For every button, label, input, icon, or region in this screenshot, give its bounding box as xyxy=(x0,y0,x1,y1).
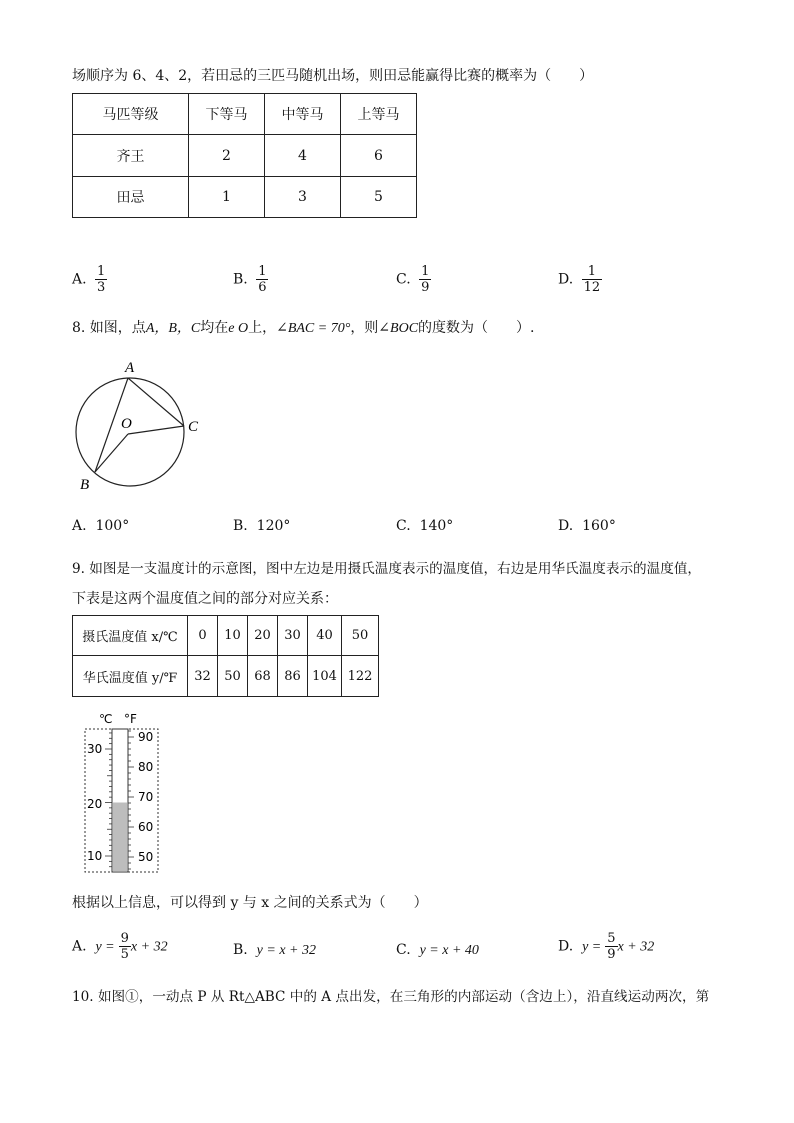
table-cell: 32 xyxy=(188,656,218,697)
q8-option-b[interactable] xyxy=(233,516,290,536)
circle-figure xyxy=(66,355,216,495)
q9-question-line2: 下表是这两个温度值之间的部分对应关系： xyxy=(72,591,338,607)
row-label-fahrenheit: 华氏温度值 y/℉ xyxy=(73,656,188,697)
option-letter: C. xyxy=(396,518,411,534)
celsius-unit: ℃ xyxy=(99,712,113,726)
option-letter: B. xyxy=(233,271,248,288)
fahrenheit-tick-label: 80 xyxy=(138,760,154,774)
q8-option-c[interactable] xyxy=(396,516,453,536)
q8-angle: ∠BAC = 70° xyxy=(276,321,351,336)
q8-text: 8. 如图，点 xyxy=(72,320,146,336)
option-text: 120° xyxy=(256,518,291,534)
fraction xyxy=(95,264,107,295)
fahrenheit-tick-label: 70 xyxy=(138,790,154,804)
numerator: 1 xyxy=(421,264,430,279)
q8-option-d[interactable] xyxy=(558,516,616,536)
q10-question-text: 10. 如图①，一动点 P 从 Rt△ABC 中的 A 点出发，在三角形的内部运动（含边上），沿直线运动两次，第 xyxy=(72,989,710,1005)
option-expression: x + 32 xyxy=(130,939,168,955)
label-c: C xyxy=(188,419,199,435)
celsius-tick-label: 30 xyxy=(87,742,103,756)
radius-oc xyxy=(128,426,184,434)
option-letter: A. xyxy=(72,518,87,534)
q7-question-text: 场顺序为 6、4、2，若田忌的三匹马随机出场，则田忌能赢得比赛的概率为（ ） xyxy=(72,68,594,84)
q8-circle-name: e O xyxy=(228,321,249,336)
fraction xyxy=(256,264,268,295)
option-letter: D. xyxy=(558,518,574,534)
fraction xyxy=(605,931,617,962)
fraction xyxy=(119,931,131,962)
radius-ob xyxy=(95,434,128,472)
table-cell: 122 xyxy=(342,656,379,697)
fahrenheit-tick-label: 60 xyxy=(138,820,154,834)
table-cell: 86 xyxy=(278,656,308,697)
table-cell: 1 xyxy=(189,177,265,218)
horse-table-header: 上等马 xyxy=(341,94,417,135)
table-cell: 30 xyxy=(278,616,308,656)
option-letter: C. xyxy=(396,271,411,288)
option-text: 100° xyxy=(95,518,130,534)
fahrenheit-tick-label: 50 xyxy=(138,850,154,864)
q9-option-b[interactable] xyxy=(233,940,316,961)
option-text: 140° xyxy=(419,518,454,534)
circle-o xyxy=(76,378,184,486)
fraction xyxy=(419,264,431,295)
option-letter: D. xyxy=(558,271,574,288)
table-cell: 40 xyxy=(308,616,342,656)
q8-text: 均在 xyxy=(200,320,229,336)
fahrenheit-unit: °F xyxy=(124,712,137,726)
option-letter: B. xyxy=(233,518,248,534)
label-o: O xyxy=(121,416,132,432)
numerator: 1 xyxy=(582,264,603,280)
q9-ask-text: 根据以上信息，可以得到 y 与 x 之间的关系式为（ ） xyxy=(72,895,428,911)
table-cell: 50 xyxy=(342,616,379,656)
horse-table-header: 中等马 xyxy=(265,94,341,135)
denominator: 9 xyxy=(421,280,430,295)
q8-question-text xyxy=(72,318,535,339)
option-expression: x + 32 xyxy=(617,939,655,955)
denominator: 9 xyxy=(607,947,616,962)
option-expression: y = xyxy=(95,939,115,955)
row-label-celsius: 摄氏温度值 x/℃ xyxy=(73,616,188,656)
label-b: B xyxy=(80,477,90,493)
table-cell: 0 xyxy=(188,616,218,656)
table-cell: 6 xyxy=(341,135,417,177)
fraction xyxy=(582,264,603,295)
table-cell: 5 xyxy=(341,177,417,218)
horse-table-header: 下等马 xyxy=(189,94,265,135)
horse-table-header: 马匹等级 xyxy=(73,94,189,135)
option-letter: A. xyxy=(72,938,87,955)
numerator: 1 xyxy=(258,264,267,279)
mercury-column xyxy=(113,803,127,872)
q7-option-a[interactable] xyxy=(72,264,107,295)
fahrenheit-scale xyxy=(128,731,134,869)
q9-option-a[interactable] xyxy=(72,931,168,962)
option-letter: B. xyxy=(233,942,248,958)
celsius-tick-label: 20 xyxy=(87,797,103,811)
q7-option-b[interactable] xyxy=(233,264,268,295)
table-cell: 齐王 xyxy=(73,135,189,177)
table-cell: 田忌 xyxy=(73,177,189,218)
table-cell: 20 xyxy=(248,616,278,656)
option-letter: C. xyxy=(396,942,411,958)
q8-text: 的度数为（ ）. xyxy=(418,320,535,336)
q9-option-d[interactable] xyxy=(558,931,654,962)
table-cell: 104 xyxy=(308,656,342,697)
option-letter: D. xyxy=(558,938,574,955)
table-cell: 68 xyxy=(248,656,278,697)
q9-option-c[interactable] xyxy=(396,940,479,961)
denominator: 6 xyxy=(258,280,267,295)
table-cell: 50 xyxy=(218,656,248,697)
q8-target-angle: BOC xyxy=(390,321,419,336)
celsius-scale xyxy=(105,733,112,867)
table-cell: 3 xyxy=(265,177,341,218)
thermometer xyxy=(80,708,170,876)
denominator: 12 xyxy=(583,280,601,295)
denominator: 3 xyxy=(97,280,106,295)
q8-option-a[interactable] xyxy=(72,516,129,536)
label-a: A xyxy=(125,360,135,376)
horse-table xyxy=(72,93,417,218)
option-expression: y = x + 32 xyxy=(256,943,316,958)
q7-option-d[interactable] xyxy=(558,264,602,295)
table-cell: 2 xyxy=(189,135,265,177)
q8-text: 上， xyxy=(248,320,277,336)
numerator: 1 xyxy=(97,264,106,279)
option-expression: y = xyxy=(582,939,602,955)
temperature-table xyxy=(72,615,379,697)
celsius-tick-label: 10 xyxy=(87,849,103,863)
numerator: 5 xyxy=(607,931,616,946)
q8-text: ，则∠ xyxy=(350,320,391,336)
table-cell: 4 xyxy=(265,135,341,177)
q9-question-line1: 9. 如图是一支温度计的示意图，图中左边是用摄氏温度表示的温度值，右边是用华氏温度表示的温度值， xyxy=(72,561,702,577)
fahrenheit-tick-label: 90 xyxy=(138,730,154,744)
option-text: 160° xyxy=(582,518,616,534)
q8-points: A，B，C xyxy=(145,321,201,336)
denominator: 5 xyxy=(120,947,129,962)
option-letter: A. xyxy=(72,271,87,288)
numerator: 9 xyxy=(120,931,129,946)
table-cell: 10 xyxy=(218,616,248,656)
q7-option-c[interactable] xyxy=(396,264,431,295)
option-expression: y = x + 40 xyxy=(419,943,479,958)
